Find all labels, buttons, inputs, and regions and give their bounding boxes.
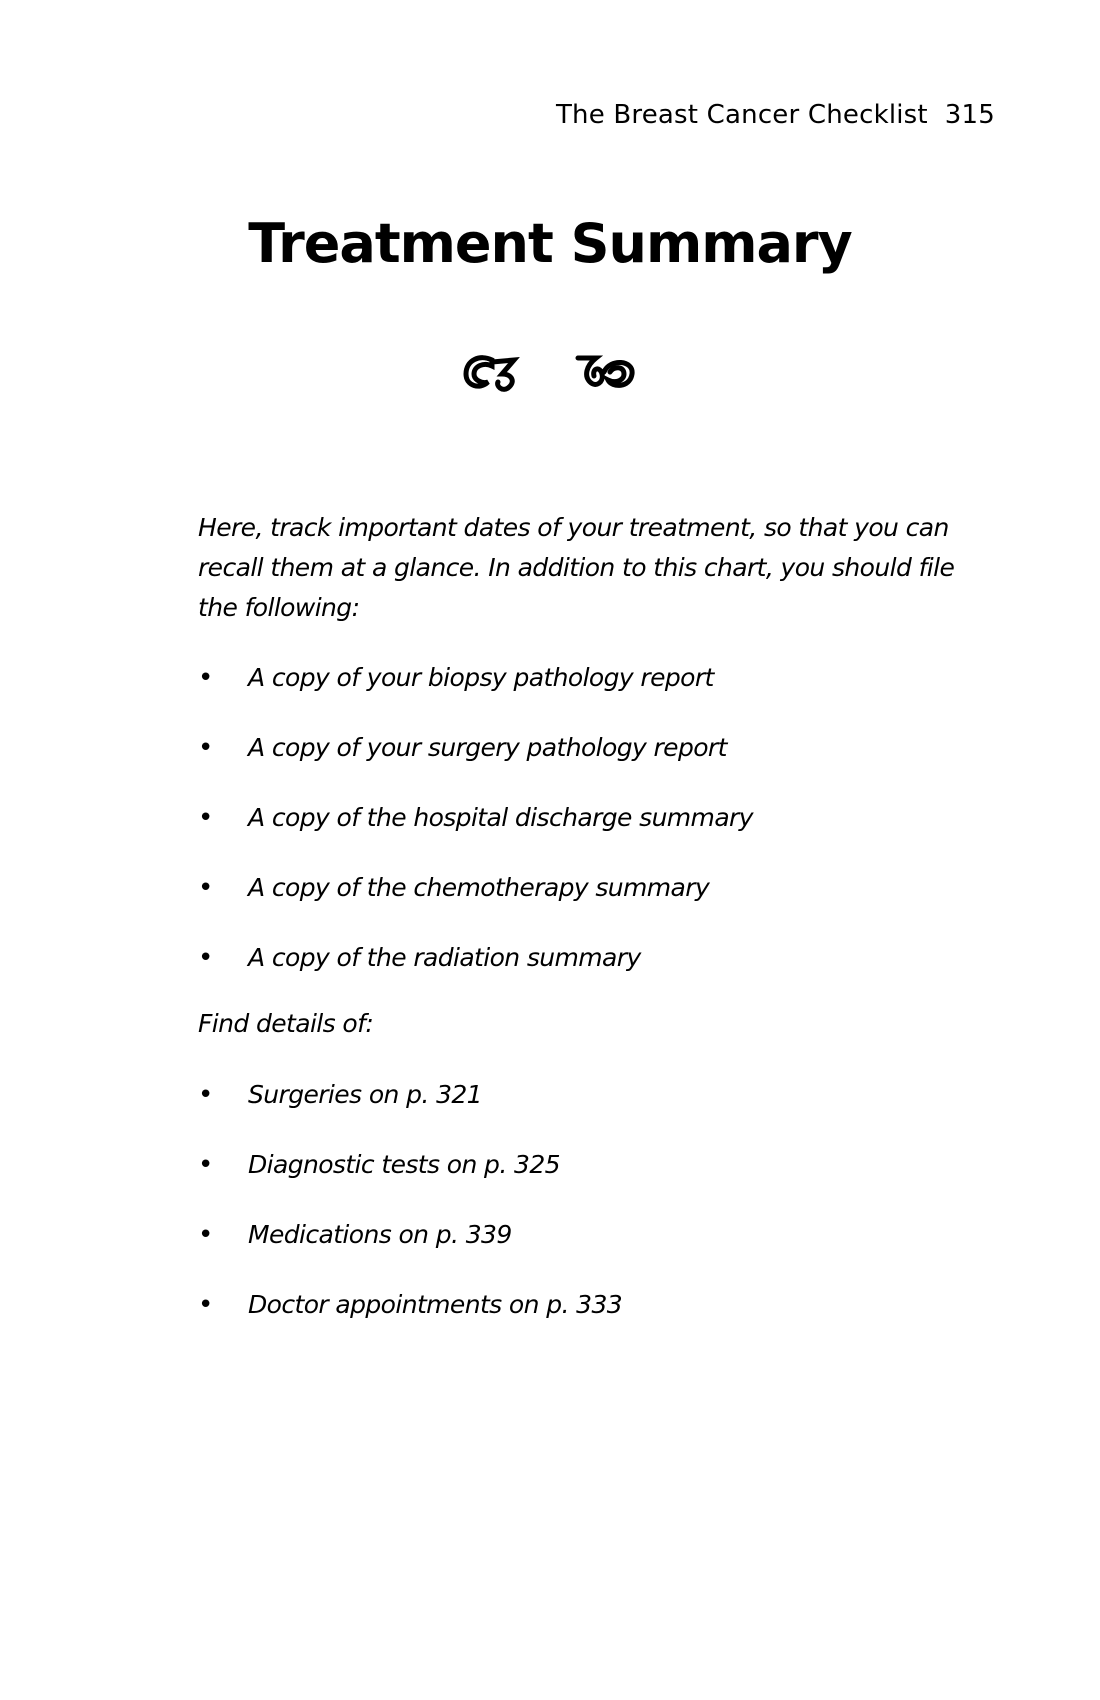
list-item-text: Doctor appointments on p. 333 (248, 1290, 623, 1319)
list-item (198, 1075, 622, 1145)
find-details-label: Find details of: (198, 1009, 374, 1038)
bullet-icon: • (198, 803, 213, 833)
details-list (198, 1075, 622, 1355)
list-item-text: Surgeries on p. 321 (248, 1080, 482, 1109)
running-title: The Breast Cancer Checklist (555, 100, 928, 130)
intro-paragraph: Here, track important dates of your treatment, so that you can recall them at a glance. In addition to this chart, you should file the following: (198, 513, 955, 622)
list-item (198, 868, 753, 938)
bullet-icon: • (198, 1220, 213, 1250)
list-item-text: Diagnostic tests on p. 325 (248, 1150, 560, 1179)
list-item (198, 1215, 622, 1285)
list-item-text: A copy of your biopsy pathology report (248, 663, 714, 692)
fleuron-left-icon (462, 352, 522, 402)
bullet-icon: • (198, 663, 213, 693)
fleuron-right-icon (572, 352, 638, 402)
bullet-icon: • (198, 733, 213, 763)
list-item-text: A copy of your surgery pathology report (248, 733, 727, 762)
page-title: Treatment Summary (248, 212, 852, 275)
list-item (198, 938, 753, 1008)
list-item (198, 1145, 622, 1215)
page-number: 315 (944, 100, 995, 130)
list-item (198, 728, 753, 798)
bullet-icon: • (198, 1080, 213, 1110)
list-item (198, 658, 753, 728)
bullet-icon: • (198, 873, 213, 903)
bullet-icon: • (198, 1150, 213, 1180)
list-item-text: A copy of the chemotherapy summary (248, 873, 710, 902)
list-item-text: A copy of the radiation summary (248, 943, 641, 972)
list-item-text: A copy of the hospital discharge summary (248, 803, 753, 832)
bullet-icon: • (198, 1290, 213, 1320)
running-head (556, 100, 995, 130)
file-list (198, 658, 753, 1008)
fleuron-ornament-icon (0, 352, 1100, 402)
list-item (198, 798, 753, 868)
list-item-text: Medications on p. 339 (248, 1220, 512, 1249)
list-item (198, 1285, 622, 1355)
bullet-icon: • (198, 943, 213, 973)
